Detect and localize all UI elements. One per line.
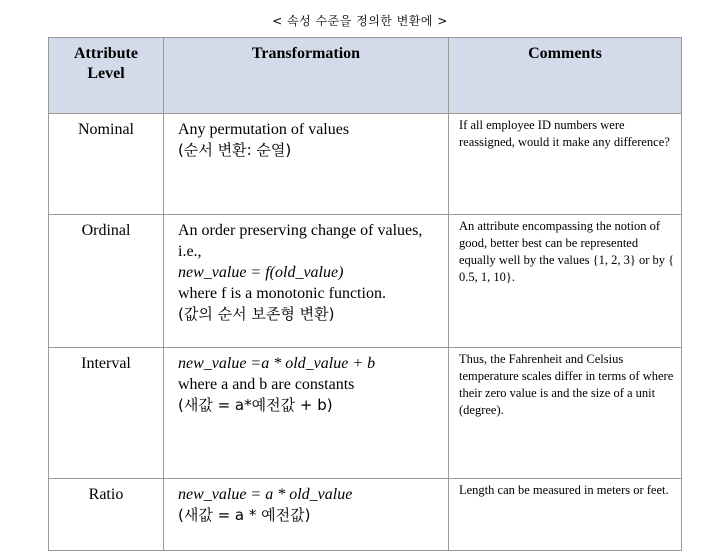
transformation-korean: (값의 순서 보존형 변환) [178,305,335,323]
table-row-interval [49,348,682,479]
transformation-cell [164,215,449,348]
transformation-note: where f is a monotonic function. [178,285,386,302]
comment-cell: Length can be measured in meters or feet. [449,479,682,551]
transformation-formula: new_value = a * old_value [178,486,353,503]
level-cell: Nominal [49,114,164,215]
transformation-note: where a and b are constants [178,376,355,393]
comment-cell: If all employee ID numbers were reassigned, would it make any difference? [449,114,682,215]
comment-cell: An attribute encompassing the notion of good, better best can be represented equally well by the values {1, 2, 3} or by { 0.5, 1, 10}. [449,215,682,348]
attribute-transformation-table [48,37,682,551]
header-comments: Comments [449,38,682,114]
comment-cell: Thus, the Fahrenheit and Celsius temperature scales differ in terms of where their zero value is and the size of a unit (degree). [449,348,682,479]
transformation-formula: new_value =a * old_value + b [178,355,376,372]
header-attribute-level [49,38,164,114]
table-row-nominal [49,114,682,215]
transformation-formula: new_value = f(old_value) [178,264,344,281]
transformation-korean: (새값 = a*예전값 + b) [178,396,333,414]
transformation-korean: (순서 변환: 순열) [178,141,292,159]
level-cell: Interval [49,348,164,479]
table-row-ordinal [49,215,682,348]
table-header-row [49,38,682,114]
level-cell: Ratio [49,479,164,551]
header-transformation: Transformation [164,38,449,114]
transformation-text: Any permutation of values [178,121,350,138]
transformation-cell [164,114,449,215]
transformation-korean: (새값 = a * 예전값) [178,506,311,524]
header-attribute-level-label: Attribute Level [74,45,138,82]
table-caption: < 속성 수준을 정의한 변환에 > [272,14,448,28]
transformation-text: An order preserving change of values, i.e., [178,222,423,260]
transformation-cell [164,348,449,479]
level-cell: Ordinal [49,215,164,348]
